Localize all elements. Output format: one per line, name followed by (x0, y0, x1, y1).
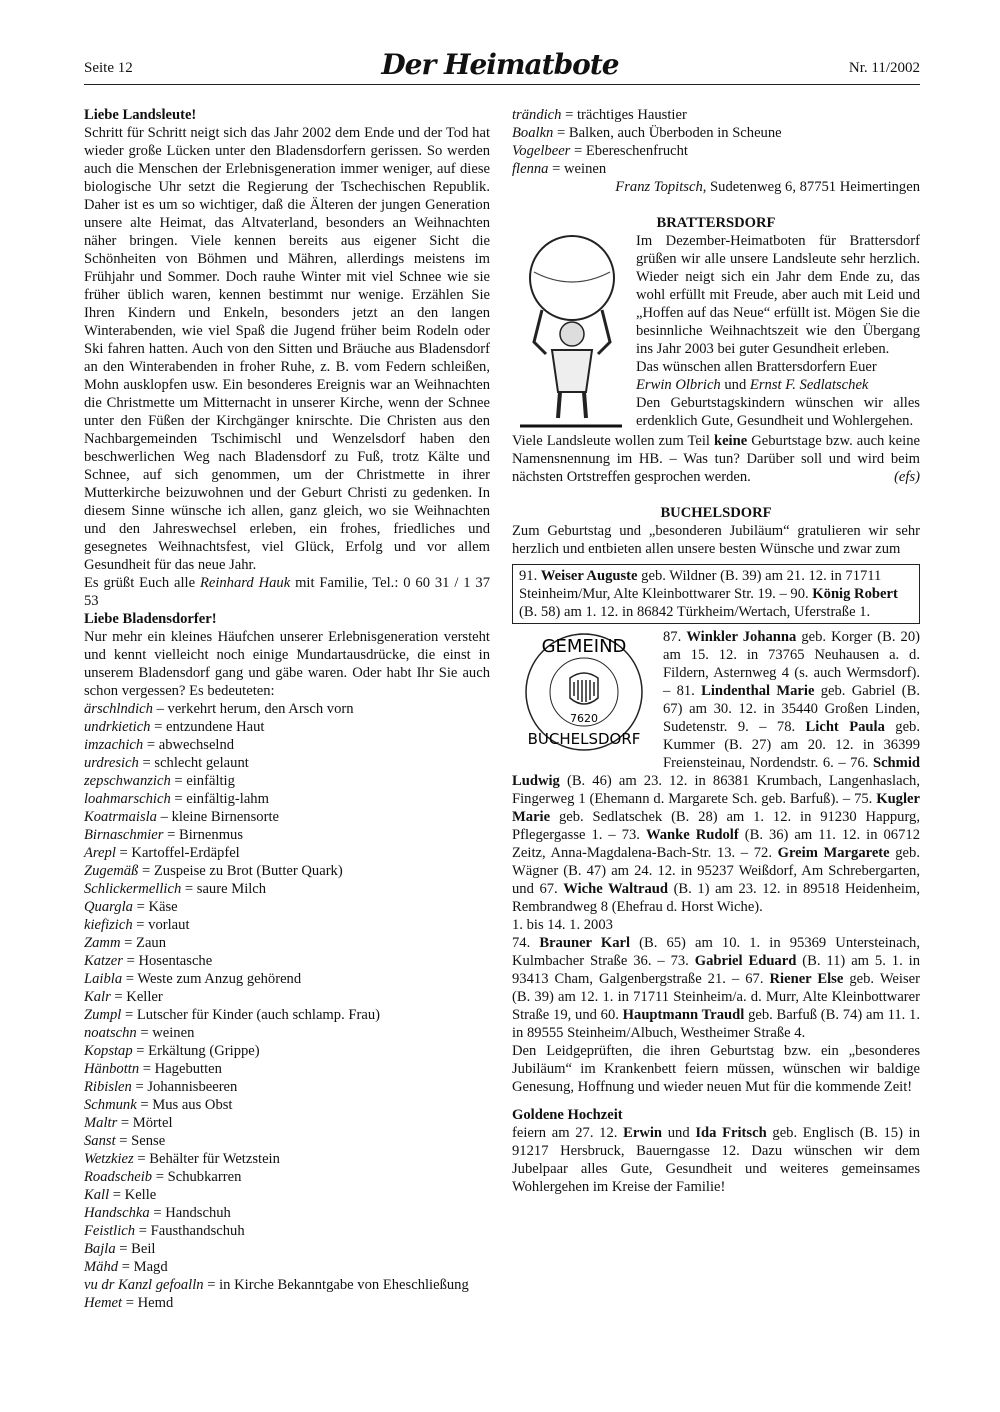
signature-topitsch: Franz Topitsch, Sudetenweg 6, 87751 Heimertingen (615, 179, 920, 195)
glossary-entry: Kalr = Keller (84, 989, 163, 1005)
svg-text:BUCHELSDORF: BUCHELSDORF (527, 730, 641, 748)
glossary-entry: Schmunk = Mus aus Obst (84, 1097, 233, 1113)
glossary-entry: vu dr Kanzl gefoalln = in Kirche Bekanntgabe von Eheschließung (84, 1277, 469, 1293)
get-well-wish: Den Leidgeprüften, die ihren Geburtstag bzw. ein „besonderes Jubiläum“ im Krankenbett feiern müssen, wünschen wir baldige Genesung, Hoffnung und wieder neuen Mut für die kommende Zeit! (512, 1043, 920, 1095)
heading-brattersdorf: BRATTERSDORF (656, 215, 776, 231)
glossary-entry: Ribislen = Johannisbeeren (84, 1079, 238, 1095)
glossary-entry: noatschn = weinen (84, 1025, 195, 1041)
glossary-entry: Handschka = Handschuh (84, 1205, 231, 1221)
masthead-title: Der Heimatbote (381, 48, 619, 81)
page-number: Seite 12 (84, 60, 133, 76)
january-birthdays: 74. Brauner Karl (B. 65) am 10. 1. in 95369 Untersteinach, Kulmbacher Straße 36. – 73. Gabriel Eduard (B. 11) am 5. 1. in 93413 Cham, Galgenbergstraße 21. – 67. Riener Else geb. Weiser (B. 39) am 12. 1. in 71711 Steinheim/a. d. Murr, Alte Kleinbottwarer Straße 19, und 60. Hauptmann Traudl geb. Barfuß (B. 74) am 11. 1. in 89555 Steinheim/Albuch, Westheimer Straße 4. (512, 935, 920, 1041)
glossary-entry: Koatrmaisla – kleine Birnensorte (84, 809, 279, 825)
glossary-entry: Roadscheib = Schubkarren (84, 1169, 242, 1185)
glossary-entry: Bajla = Beil (84, 1241, 156, 1257)
glossary-entry: Zugemäß = Zuspeise zu Brot (Butter Quark) (84, 863, 343, 879)
right-column (512, 106, 920, 1196)
glossary-entry: flenna = weinen (512, 161, 607, 177)
glossary-entry: trändich = trächtiges Haustier (512, 107, 687, 123)
glossary-entry: Feistlich = Fausthandschuh (84, 1223, 245, 1239)
brattersdorf-signers: Erwin Olbrich und Ernst F. Sedlatschek (636, 377, 869, 393)
glossary-list (84, 700, 490, 1312)
heading-bladensdorfer: Liebe Bladensdorfer! (84, 611, 217, 627)
glossary-entry: Kopstap = Erkältung (Grippe) (84, 1043, 260, 1059)
glossary-entry: Quargla = Käse (84, 899, 178, 915)
glossary-entry: Mähd = Magd (84, 1259, 168, 1275)
municipal-seal-stamp (512, 630, 657, 755)
svg-text:GEMEIND: GEMEIND (541, 636, 627, 657)
glossary-entry: Laibla = Weste zum Anzug gehörend (84, 971, 302, 987)
glossary-entry: Katzer = Hosentasche (84, 953, 213, 969)
glossary-entry: loahmarschich = einfältig-lahm (84, 791, 269, 807)
glossary-entry: Birnaschmier = Birnenmus (84, 827, 244, 843)
glossary-entry: Kall = Kelle (84, 1187, 157, 1203)
glossary-entry: Schlickermellich = saure Milch (84, 881, 267, 897)
brattersdorf-birthday-wish: Den Geburtstagskindern wünschen wir alles erdenklich Gute, Gesundheit und Wohlergehen. (636, 395, 920, 429)
golden-wedding-text: feiern am 27. 12. Erwin und Ida Fritsch geb. Englisch (B. 15) in 91217 Hersbruck, Bauerngasse 12. Dazu wünschen wir dem Jubelpaar alles Gute, Gesundheit und weiteres gemeinsames Wohlergehen im Kreise der Familie! (512, 1125, 921, 1195)
glossary-entry: undrkietich = entzundene Haut (84, 719, 265, 735)
glossary-entry: Zamm = Zaun (84, 935, 167, 951)
glossary-entry: Zumpl = Lutscher für Kinder (auch schlamp. Frau) (84, 1007, 380, 1023)
glossary-entry: Sanst = Sense (84, 1133, 166, 1149)
glossary-entry: Maltr = Mörtel (84, 1115, 173, 1131)
glossary-entry: Vogelbeer = Ebereschenfrucht (512, 143, 688, 159)
glossary-entry: imzachich = abwechselnd (84, 737, 235, 753)
heading-landsleute: Liebe Landsleute! (84, 107, 197, 123)
svg-text:7620: 7620 (570, 712, 598, 725)
buchelsdorf-intro: Zum Geburtstag und „besonderen Jubiläum“ gratulieren wir sehr herzlich und entbieten allen unsere besten Wünsche und zwar zum (512, 523, 920, 557)
heading-golden-wedding: Goldene Hochzeit (512, 1107, 623, 1123)
brattersdorf-text: Im Dezember-Heimatboten für Brattersdorf grüßen wir alle unsere Landsleute sehr herzlich. Wieder neigt sich ein Jahr dem Ende zu, das wohl erfüllt mit Freude, aber auch mit Leid und „Hoffen auf das Neue“ erfüllt ist. Mögen Sie die besinnliche Weihnachtszeit wie den Übergang ins Jahr 2003 bei guter Gesundheit erleben. (636, 233, 920, 357)
heading-buchelsdorf: BUCHELSDORF (660, 505, 772, 521)
issue-number: Nr. 11/2002 (848, 60, 920, 76)
letter-paragraph: Schritt für Schritt neigt sich das Jahr 2002 dem Ende und der Tod hat wieder große Lücken unter den Bladensdorfern gerissen. So werden auch die Menschen der Erlebnisgeneration immer weniger, auf diese biologische Uhr setzt die Regierung der Tschechischen Republik. Daher ist es um so wichtiger, daß die Älteren der jungen Generation unsere alte Heimat, das Altvaterland, besonders an Weihnachten näher bringen. Viele kennen bereits aus eigener Sicht die Schönheiten von Böhmen und Mähren, allerdings meistens im Frühjahr und Sommer. Doch rauhe Winter mit viel Schnee wie sie früher üblich waren, kennen bestimmt nur wenige. Erzählen Sie Ihren Kindern und Enkeln, besonders jetzt an den langen Winterabenden, wie viel Spaß die Jugend früher beim Rodeln oder Ski fahren hatten. Auch von den Sitten und Bräuche aus Bladensdorf an den Winterabenden in froher Ruhe, z. B. vom Federn schleißen, Mohn ausklopfen usw. Ein besonderes Ereignis war an Weihnachten die Christmette um Mitternacht in unserer Kirche, wenn der Schnee unter den Füßen der Kirchgänger knirschte. Die Christen aus den Nachbargemeinden Tschimischl und Wenzelsdorf haben den beschwerlichen Weg nach Bladensdorf zu Fuß, trotz Kälte und Schnee, auf sich genommen, um der Christmette in ihrer Mutterkirche beizuwohnen und der Geburt Christi zu gedenken. In diesem Sinne wünsche ich allen, ganz gleich, wo sie Weihnachten und den Jahreswechsel erleben, ein frohes, friedliches und gesegnetes Weihnachtsfest, viel Glück, Erfolg und vor allem Gesundheit für das neue Jahr. (84, 125, 490, 573)
highlight-box: 91. Weiser Auguste geb. Wildner (B. 39) am 21. 12. in 71711 Steinheim/Mur, Alte Kleinbottwarer Str. 19. – 90. König Robert (B. 58) am 1. 12. in 86842 Türkheim/Wertach, Uferstraße 1. (512, 564, 920, 624)
atlas-figure-illustration (512, 232, 630, 432)
brattersdorf-note: Viele Landsleute wollen zum Teil keine Geburtstage bzw. auch keine Namensnennung im HB. – Was tun? Darüber soll und wird beim nächsten Ortstreffen gesprochen werden. (efs) (512, 433, 920, 485)
glossary-entry: zepschwanzich = einfältig (84, 773, 235, 789)
header-rule (84, 84, 920, 85)
brattersdorf-wish: Das wünschen allen Brattersdorfern Euer (636, 359, 877, 375)
glossary-list-continued (512, 106, 920, 178)
glossary-entry: urdresich = schlecht gelaunt (84, 755, 249, 771)
glossary-entry: kiefizich = vorlaut (84, 917, 190, 933)
glossary-entry: Hemet = Hemd (84, 1295, 174, 1311)
glossary-entry: Arepl = Kartoffel-Erdäpfel (84, 845, 240, 861)
left-column (84, 106, 490, 1312)
birthday-list: 87. Winkler Johanna geb. Korger (B. 20) am 15. 12. in 73765 Neuhausen a. d. Fildern, Asternweg 4 (s. auch Wermsdorf). – 81. Lindenthal Marie geb. Gabriel (B. 67) am 30. 12. in 35440 Großen Linden, Sudetenstr. 9. – 78. Licht Paula geb. Kummer (B. 27) am 20. 12. in 36399 Freiensteinau, Nordendstr. 6. – 76. Schmid Ludwig (B. 46) am 23. 12. in 86381 Krumbach, Langenhaslach, Fingerweg 1 (Ehemann d. Margarete Sch. geb. Barfuß). – 75. Kugler Marie geb. Sedlatschek (B. 28) am 1. 12. in 91230 Happurg, Pflegergasse 1. – 73. Wanke Rudolf (B. 36) am 11. 12. in 06712 Zeitz, Anna-Magdalena-Bach-Str. 13. – 72. Greim Margarete geb. Wägner (B. 47) am 24. 12. in 95237 Weißdorf, Am Schrebergarten, und 67. Wiche Waltraud (B. 1) am 23. 12. in 89518 Heidenheim, Rembrandweg 8 (Ehefrau d. Horst Wiche). (512, 629, 921, 915)
dialect-intro: Nur mehr ein kleines Häufchen unserer Erlebnisgeneration versteht und kennt vielleicht noch einige Mundartausdrücke, die einst in unserem Bladensdorf gang und gäbe waren. Oder habt Ihr Sie auch schon vergessen? Es bedeuteten: (84, 629, 490, 699)
glossary-entry: Wetzkiez = Behälter für Wetzstein (84, 1151, 280, 1167)
glossary-entry: Hänbottn = Hagebutten (84, 1061, 222, 1077)
january-heading: 1. bis 14. 1. 2003 (512, 917, 613, 933)
glossary-entry: Boalkn = Balken, auch Überboden in Scheune (512, 125, 782, 141)
glossary-entry: ärschlndich – verkehrt herum, den Arsch vorn (84, 701, 354, 717)
greeting-line: Es grüßt Euch alle Reinhard Hauk mit Familie, Tel.: 0 60 31 / 1 37 53 (84, 575, 491, 609)
